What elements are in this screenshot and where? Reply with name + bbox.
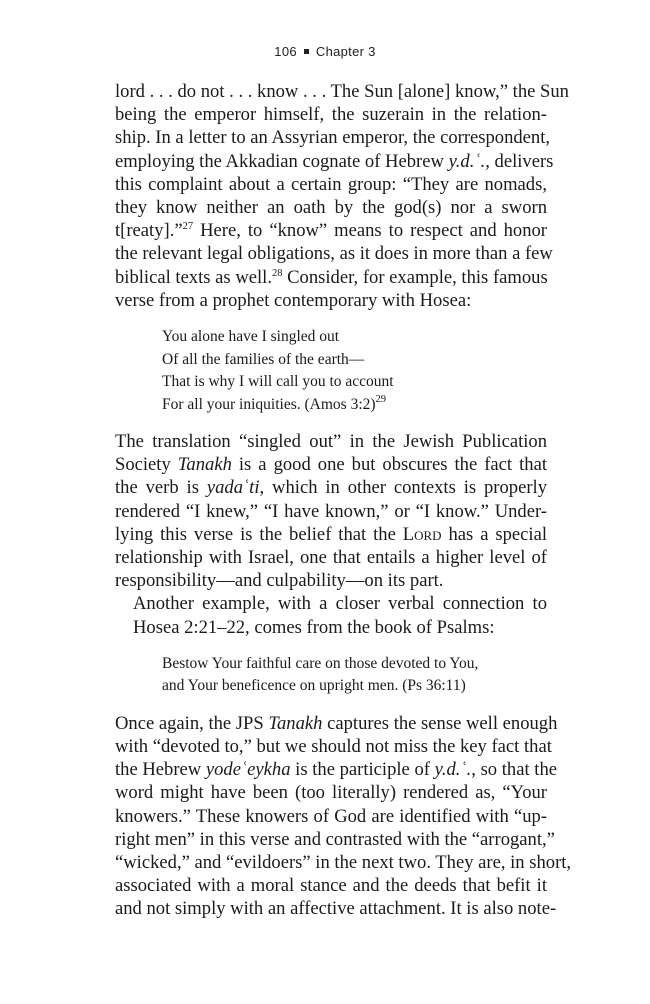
footnote-ref: 28 xyxy=(271,267,283,279)
quote-line: Bestow Your faithful care on those devoted to You, xyxy=(162,654,479,672)
text-line: the Hebrew yodeʿeykha is the participle of y.d.ʿ., so that the xyxy=(115,759,557,781)
paragraph xyxy=(115,712,572,921)
block-quote xyxy=(162,653,547,698)
text-line: Another example, with a closer verbal connection to xyxy=(133,593,547,615)
text-line: responsibility—and culpability—on its part. xyxy=(115,570,444,592)
text-line: the verb is yadaʿti, which in other contexts is properly xyxy=(115,477,547,499)
quote-line: That is why I will call you to account xyxy=(162,373,394,391)
text-line: employing the Akkadian cognate of Hebrew y.d.ʿ., delivers xyxy=(115,150,554,172)
quote-line: Of all the families of the earth— xyxy=(162,350,365,368)
text-line: biblical texts as well.$^{28}$ Consider, for example, this famous xyxy=(115,266,548,288)
running-head xyxy=(0,44,650,59)
text-line: being the emperor himself, the suzerain in the relation- xyxy=(115,104,547,126)
text-line: rendered “I knew,” “I have known,” or “I know.” Under- xyxy=(115,500,547,522)
text-line: the relevant legal obligations, as it does in more than a few xyxy=(115,243,553,265)
text-line: verse from a prophet contemporary with Hosea: xyxy=(115,289,472,311)
text-line: lord . . . do not . . . know . . . The Sun [alone] know,” the Sun xyxy=(115,81,569,102)
text-line: Once again, the JPS Tanakh captures the sense well enough xyxy=(115,712,558,734)
footnote-ref: 27 xyxy=(182,221,194,233)
paragraph xyxy=(115,430,547,592)
text-line: they know neither an oath by the god(s) nor a sworn xyxy=(115,197,547,219)
text-line: with “devoted to,” but we should not miss the key fact that xyxy=(115,736,552,758)
text-line: lying this verse is the belief that the Lord has a special xyxy=(115,523,548,545)
text-line: and not simply with an affective attachment. It is also note- xyxy=(115,898,557,920)
separator-square-icon xyxy=(304,49,309,54)
quote-line: You alone have I singled out xyxy=(162,328,340,346)
page-number: 106 xyxy=(274,44,297,59)
quote-line: For all your iniquities. (Amos 3:2)$^{29}$ xyxy=(162,393,387,413)
text-line: Hosea 2:21–22, comes from the book of Psalms: xyxy=(133,616,495,638)
chapter-label: Chapter 3 xyxy=(315,44,376,59)
text-line: t[reaty].”$^{27}$ Here, to “know” means to respect and honor xyxy=(115,220,547,242)
text-line: word might have been (too literally) rendered as, “Your xyxy=(115,782,547,804)
block-quote xyxy=(162,326,547,416)
footnote-ref: 29 xyxy=(375,393,387,405)
text-line: The translation “singled out” in the Jewish Publication xyxy=(115,431,547,453)
body-text xyxy=(115,80,572,921)
text-line: knowers.” These knowers of God are identified with “up- xyxy=(115,805,547,827)
text-line: associated with a moral stance and the deeds that befit it xyxy=(115,875,547,897)
text-line: “wicked,” and “evildoers” in the next two. They are, in short, xyxy=(115,852,572,874)
text-line: this complaint about a certain group: “They are nomads, xyxy=(115,173,547,195)
paragraph xyxy=(115,592,547,638)
paragraph xyxy=(115,80,569,312)
text-line: right men” in this verse and contrasted with the “arrogant,” xyxy=(115,828,555,850)
text-line: relationship with Israel, one that entails a higher level of xyxy=(115,547,547,569)
quote-line: and Your beneficence on upright men. (Ps 36:11) xyxy=(162,677,466,695)
text-line: ship. In a letter to an Assyrian emperor, the correspondent, xyxy=(115,127,551,149)
text-line: Society Tanakh is a good one but obscures the fact that xyxy=(115,454,547,476)
